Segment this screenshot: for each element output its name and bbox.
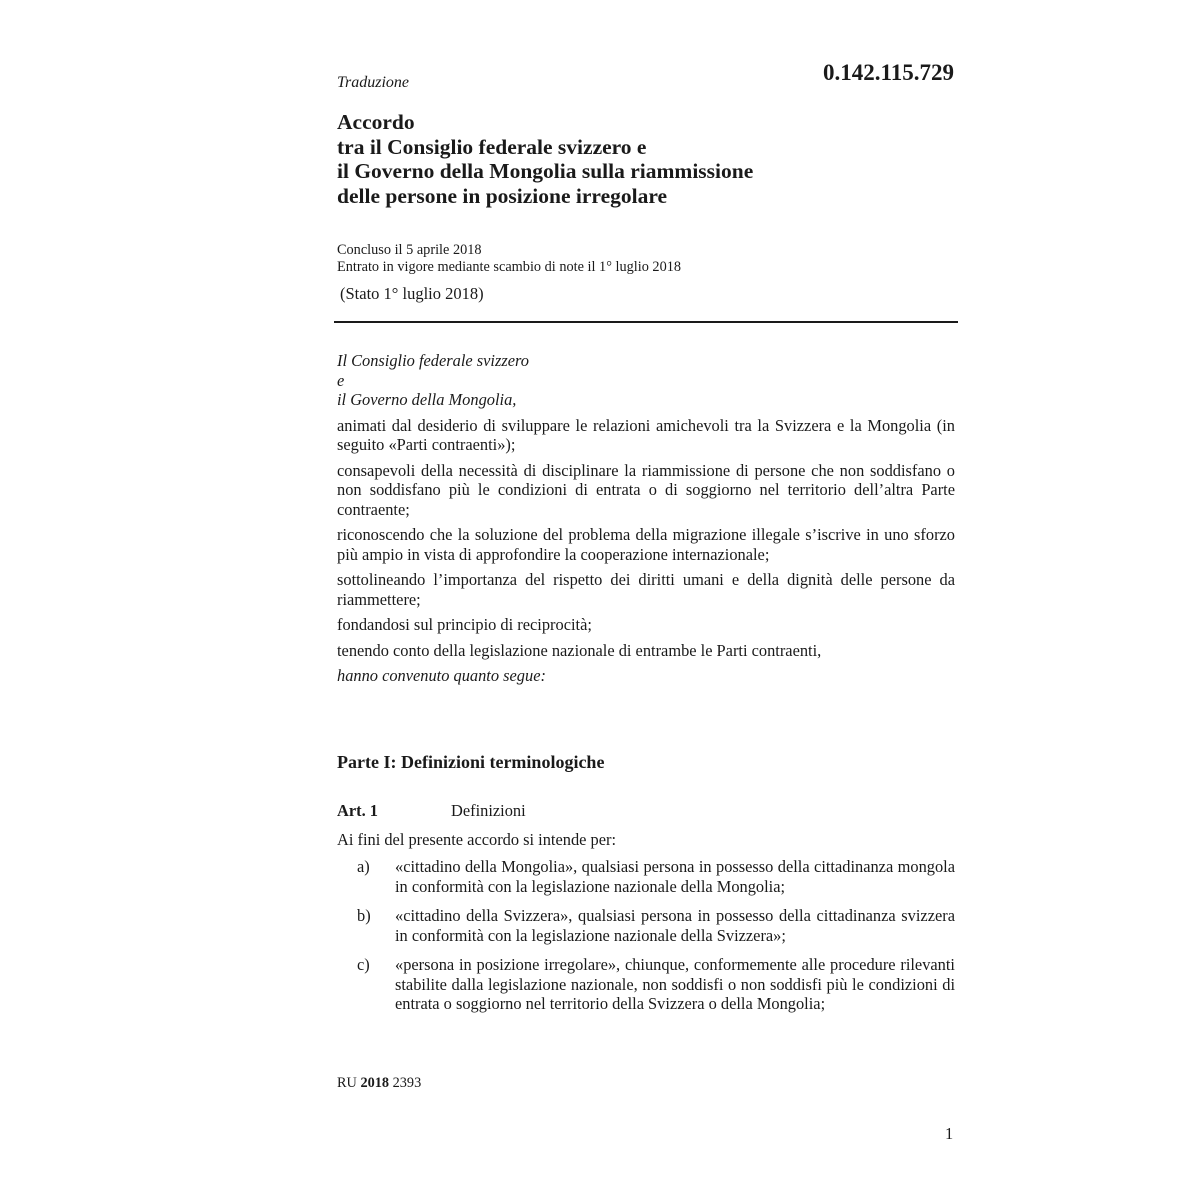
party-name: Il Consiglio federale svizzero bbox=[337, 351, 529, 370]
item-text: «cittadino della Svizzera», qualsiasi persona in possesso della cittadinanza svizzera in conformità con la legislazione nazionale della Svizzera»; bbox=[395, 906, 955, 945]
document-title bbox=[337, 110, 897, 208]
part-heading: Parte I: Definizioni terminologiche bbox=[337, 752, 605, 772]
preamble-paragraph: consapevoli della necessità di disciplinare la riammissione di persone che non soddisfano o non soddisfano più le condizioni di entrata o di soggiorno nel territorio dell’altra Parte contraente; bbox=[337, 460, 955, 519]
ru-year: 2018 bbox=[360, 1075, 390, 1091]
preamble-paragraph: tenendo conto della legislazione nazionale di entrambe le Parti contraenti, bbox=[337, 640, 822, 660]
translation-note: Traduzione bbox=[337, 74, 410, 91]
title-line: Accordo bbox=[337, 110, 415, 134]
preamble-paragraph: riconoscendo che la soluzione del problema della migrazione illegale s’iscrive in uno sforzo più ampio in vista di approfondire la cooperazione internazionale; bbox=[337, 525, 955, 564]
item-label: a) bbox=[357, 857, 370, 876]
item-label: c) bbox=[357, 955, 370, 974]
article-heading bbox=[337, 801, 526, 821]
document-meta bbox=[337, 242, 681, 276]
article-intro: Ai fini del presente accordo si intende per: bbox=[337, 830, 616, 849]
article-title: Definizioni bbox=[451, 801, 526, 820]
preamble bbox=[337, 351, 955, 686]
item-text: «persona in posizione irregolare», chiunque, conformemente alle procedure rilevanti stabilite dalla legislazione nazionale, non soddisfi o non soddisfi più le condizioni di entrata o soggiorno nel territorio della Svizzera o della Mongolia; bbox=[395, 955, 955, 1013]
official-compilation-ref bbox=[337, 1075, 421, 1092]
header-divider bbox=[334, 321, 958, 323]
page-number: 1 bbox=[945, 1124, 954, 1143]
title-line: tra il Consiglio federale svizzero e bbox=[337, 134, 647, 159]
item-text: «cittadino della Mongolia», qualsiasi persona in possesso della cittadinanza mongola in conformità con la legislazione nazionale della Mongolia; bbox=[395, 857, 955, 896]
list-item bbox=[357, 857, 955, 896]
article-number: Art. 1 bbox=[337, 801, 378, 820]
title-line: delle persone in posizione irregolare bbox=[337, 183, 668, 208]
party-conjunction: e bbox=[337, 370, 345, 390]
list-item bbox=[357, 906, 955, 945]
preamble-paragraph: fondandosi sul principio di reciprocità; bbox=[337, 615, 592, 634]
list-item bbox=[357, 955, 955, 1014]
preamble-paragraph: animati dal desiderio di sviluppare le relazioni amichevoli tra la Svizzera e la Mongolia (in seguito «Parti contraenti»); bbox=[337, 415, 955, 454]
ru-page: 2393 bbox=[392, 1075, 422, 1091]
title-line: il Governo della Mongolia sulla riammissione bbox=[337, 159, 754, 183]
preamble-paragraph: sottolineando l’importanza del rispetto dei diritti umani e della dignità delle persone da riammettere; bbox=[337, 570, 955, 609]
concluded-date: Concluso il 5 aprile 2018 bbox=[337, 242, 482, 258]
party-name: il Governo della Mongolia, bbox=[337, 390, 517, 409]
ru-prefix: RU bbox=[337, 1075, 357, 1091]
status-date: (Stato 1° luglio 2018) bbox=[340, 284, 484, 303]
in-force-date: Entrato in vigore mediante scambio di note il 1° luglio 2018 bbox=[337, 259, 682, 275]
preamble-closing: hanno convenuto quanto segue: bbox=[337, 666, 546, 685]
sr-number: 0.142.115.729 bbox=[823, 60, 954, 85]
definition-list bbox=[357, 857, 955, 1024]
item-label: b) bbox=[357, 906, 371, 925]
